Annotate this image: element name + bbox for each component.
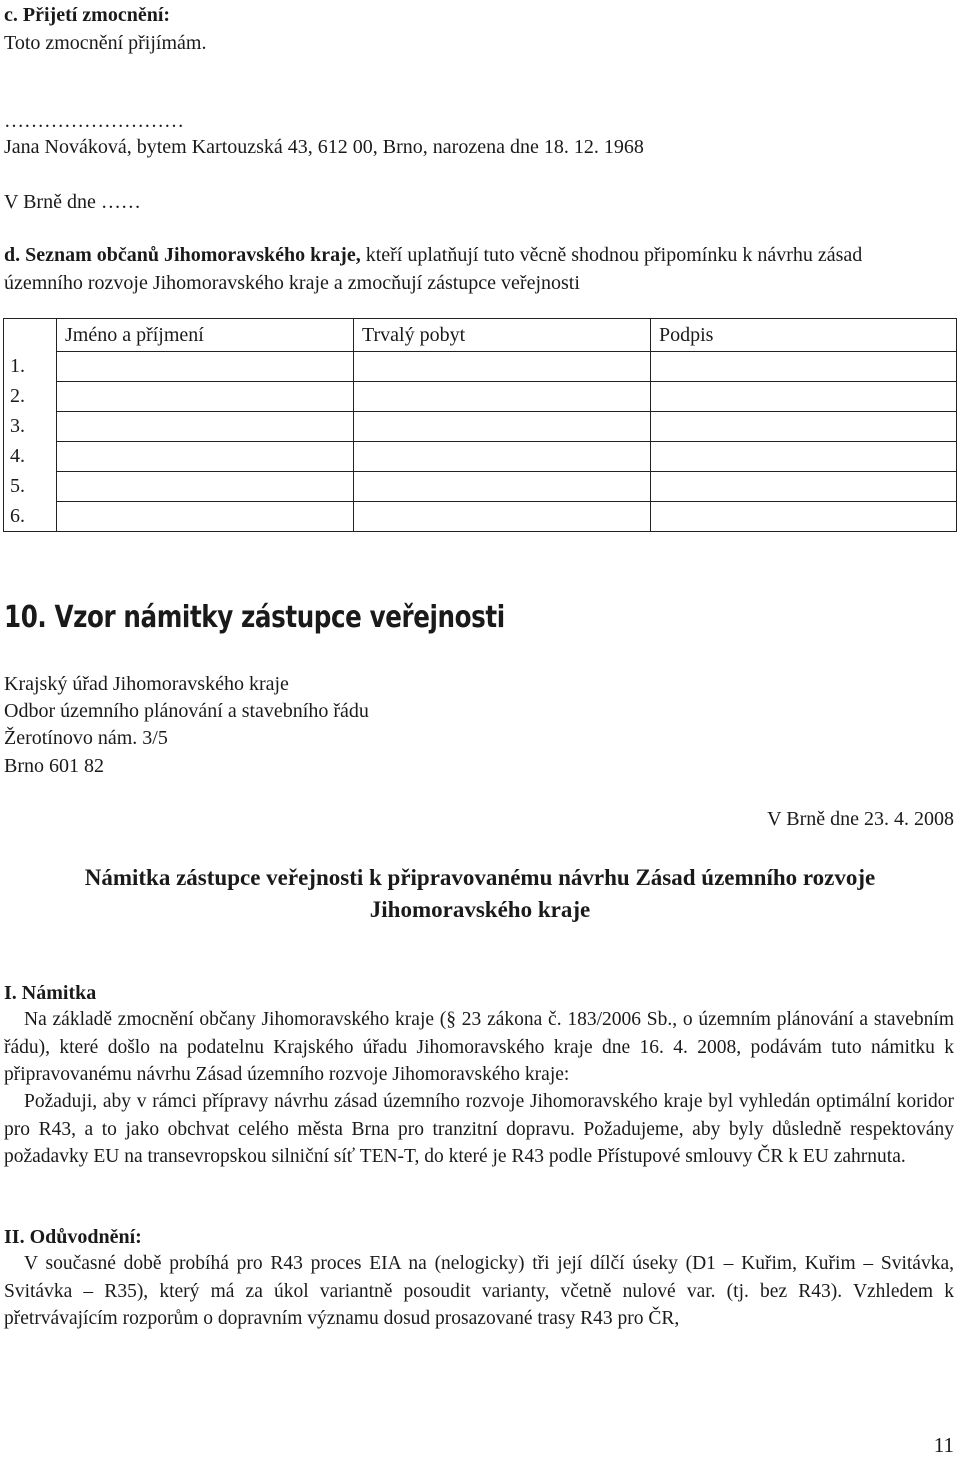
cell-address[interactable]	[354, 382, 651, 412]
table-header-address: Trvalý pobyt	[354, 319, 651, 352]
row-number: 3.	[4, 412, 57, 442]
cell-address[interactable]	[354, 502, 651, 532]
cell-name[interactable]	[57, 442, 354, 472]
address-line: Odbor územního plánování a stavebního řádu	[4, 700, 369, 722]
section-d-lead-bold: d. Seznam občanů Jihomoravského kraje,	[4, 244, 361, 266]
objection-title: Námitka zástupce veřejnosti k připravovanému návrhu Zásad územního rozvoje	[84, 865, 876, 890]
cell-name[interactable]	[57, 502, 354, 532]
table-header-name: Jméno a příjmení	[57, 319, 354, 352]
cell-name[interactable]	[57, 352, 354, 382]
table-row	[4, 472, 957, 502]
section-c-heading: c. Přijetí zmocnění:	[4, 4, 171, 26]
objection-title-line2: Jihomoravského kraje	[369, 897, 591, 922]
row-number: 2.	[4, 382, 57, 412]
signature-dots: ………………………	[4, 110, 184, 132]
part1-paragraph2	[4, 1088, 954, 1171]
part2-paragraph1-text: V současné době probíhá pro R43 proces EIA na (nelogicky) tři její dílčí úseky (D1 – Kuřim, Kuřim – Svitávka, Svitávka – R35), který má za úkol variantně posoudit varianty, včetně nulové var. (tj. bez R43). Vzhledem k přetrvávajícím rozporům o dopravním významu dosud prosazované trasy R43 pro ČR,	[4, 1253, 954, 1329]
section-d-line2: územního rozvoje Jihomoravského kraje a zmocňují zástupce veřejnosti	[4, 272, 580, 294]
cell-address[interactable]	[354, 352, 651, 382]
table-row	[4, 382, 957, 412]
table-header-blank	[4, 319, 57, 352]
table-header-row	[4, 319, 957, 352]
cell-name[interactable]	[57, 412, 354, 442]
cell-signature[interactable]	[651, 442, 957, 472]
part1-paragraph2-text: Požaduji, aby v rámci přípravy návrhu zásad územního rozvoje Jihomoravského kraje byl vyhledán optimální koridor pro R43, a to jako obchvat celého města Brna pro tranzitní dopravu. Požadujeme, aby byly důsledně respektovány požadavky EU na transevropskou silniční síť TEN-T, do které je R43 podle Přístupové smlouvy ČR k EU zahrnuta.	[4, 1091, 954, 1167]
row-number: 6.	[4, 502, 57, 532]
cell-address[interactable]	[354, 412, 651, 442]
address-line: Žerotínovo nám. 3/5	[4, 727, 168, 749]
cell-signature[interactable]	[651, 382, 957, 412]
table-row	[4, 352, 957, 382]
table-row	[4, 412, 957, 442]
cell-signature[interactable]	[651, 472, 957, 502]
letter-date: V Brně dne 23. 4. 2008	[767, 808, 954, 830]
section-d-lead-rest: kteří uplatňují tuto věcně shodnou připomínku k návrhu zásad	[360, 244, 863, 266]
part2-heading: II. Odůvodnění:	[4, 1226, 142, 1248]
cell-address[interactable]	[354, 442, 651, 472]
cell-address[interactable]	[354, 472, 651, 502]
cell-name[interactable]	[57, 472, 354, 502]
table-header-signature: Podpis	[651, 319, 957, 352]
part1-heading: I. Námitka	[4, 982, 97, 1004]
row-number: 1.	[4, 352, 57, 382]
section-c-text: Toto zmocnění přijímám.	[4, 32, 207, 54]
signer-line: Jana Nováková, bytem Kartouzská 43, 612 00, Brno, narozena dne 18. 12. 1968	[4, 136, 644, 158]
row-number: 5.	[4, 472, 57, 502]
cell-signature[interactable]	[651, 412, 957, 442]
cell-name[interactable]	[57, 382, 354, 412]
part2-paragraph1	[4, 1250, 954, 1333]
section-10-heading: 10. Vzor námitky zástupce veřejnosti	[4, 600, 505, 635]
citizens-table	[3, 318, 957, 532]
cell-signature[interactable]	[651, 352, 957, 382]
address-line: Brno 601 82	[4, 755, 104, 777]
section-d-lead	[4, 242, 862, 268]
address-line: Krajský úřad Jihomoravského kraje	[4, 673, 289, 695]
part1-paragraph1	[4, 1006, 954, 1089]
part1-paragraph1-text: Na základě zmocnění občany Jihomoravského kraje (§ 23 zákona č. 183/2006 Sb., o územním plánování a stavebním řádu), které došlo na podatelnu Krajského úřadu Jihomoravského kraje dne 16. 4. 2008, podávám tuto námitku k připravovanému návrhu Zásad územního rozvoje Jihomoravského kraje:	[4, 1009, 954, 1085]
page-number: 11	[933, 1433, 954, 1457]
table-row	[4, 442, 957, 472]
row-number: 4.	[4, 442, 57, 472]
place-date: V Brně dne ……	[4, 191, 141, 213]
cell-signature[interactable]	[651, 502, 957, 532]
table-row	[4, 502, 957, 532]
